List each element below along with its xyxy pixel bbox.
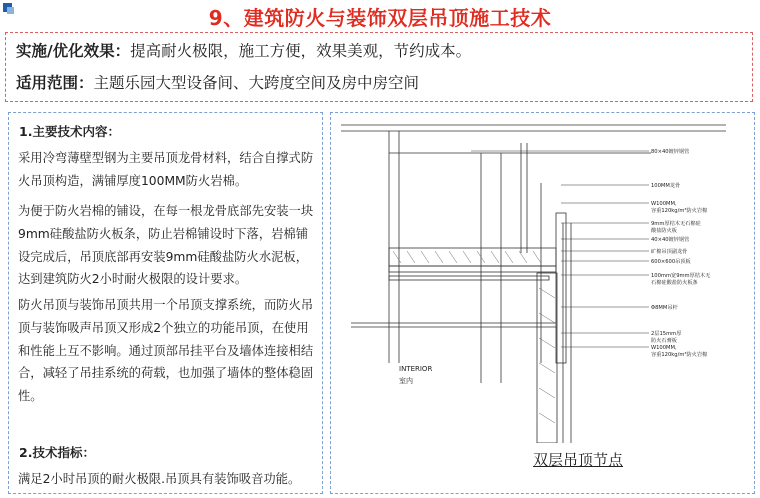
tech-content-panel: [8, 112, 323, 494]
note-40x40-tube: 40×40镀锌钢管: [651, 237, 690, 243]
effect-text: 提高耐火极限，施工方便，效果美观，节约成本。: [130, 42, 472, 60]
note-gypsum-2: 防火石膏板: [651, 338, 677, 344]
note-secondary-keel: 矿棉吊顶副龙骨: [651, 249, 688, 255]
note-80x40-tube: 80×40镀锌钢管: [651, 149, 690, 155]
note-rockwool-3: W100MM,: [651, 345, 677, 351]
summary-box: [5, 32, 753, 102]
section2-text: 满足2小时吊顶的耐火极限.吊顶具有装饰吸音功能。: [18, 472, 301, 486]
drawing-caption: 双层吊顶节点: [533, 451, 624, 469]
title-bar: [0, 0, 760, 30]
effect-line: [16, 39, 471, 61]
section2-heading: 2.技术指标：: [19, 445, 95, 460]
note-ceiling-board: 600×600吊顶板: [651, 259, 691, 265]
scope-label: 适用范围：: [16, 74, 94, 92]
note-rockwool-4: 容重120kg/m³防火岩棉: [651, 352, 708, 358]
note-silicate-2: 酸盐防火板: [651, 228, 677, 234]
interior-cn-label: 室内: [399, 377, 413, 385]
note-rockwool-1: W100MM,: [651, 201, 677, 207]
note-keel: 100MM龙骨: [651, 183, 681, 189]
page-title: 9、建筑防火与装饰双层吊顶施工技术: [208, 6, 552, 30]
note-silicate-1: 9mm厚桔木无石棉硅: [651, 221, 701, 227]
section1-paragraph-1: 采用冷弯薄壁型钢为主要吊顶龙骨材料，结合自撑式防火吊顶构造，满铺厚度100MM防火岩棉。: [18, 151, 314, 188]
note-strip-2: 石棉硅酸盐防火板条: [651, 280, 698, 286]
section1-paragraph-3: 防火吊顶与装饰吊顶共用一个吊顶支撑系统，而防火吊顶与装饰吸声吊顶又形成2个独立的功能吊顶，在使用和性能上互不影响。通过顶部吊挂平台及墙体连接相结合，减轻了吊挂系统的荷载，也加强了墙体的整体稳固性。: [18, 298, 314, 404]
effect-label: 实施/优化效果：: [16, 42, 131, 60]
scope-text: 主题乐园大型设备间、大跨度空间及房中房空间: [93, 74, 420, 92]
note-rockwool-2: 容重120kg/m³防火岩棉: [651, 208, 708, 214]
note-strip-1: 100mm宽9mm厚桔木无: [651, 273, 711, 279]
note-gypsum-1: 2层15mm厚: [651, 331, 682, 337]
interior-label: INTERIOR: [399, 365, 433, 373]
note-hanger-rod: Φ8MM吊杆: [651, 305, 678, 311]
ceiling-node-drawing: [331, 113, 754, 443]
scope-line: [16, 71, 419, 93]
section1-paragraph-2: 为便于防火岩棉的铺设，在每一根龙骨底部先安装一块9mm硅酸盐防火板条，防止岩棉铺设时下落，岩棉铺设完成后，吊顶底部再安装9mm硅酸盐防火水泥板，达到建筑防火2小时耐火极限的设计要求。: [18, 204, 314, 287]
drawing-panel: [330, 112, 755, 494]
section1-heading: 1.主要技术内容：: [19, 124, 120, 139]
